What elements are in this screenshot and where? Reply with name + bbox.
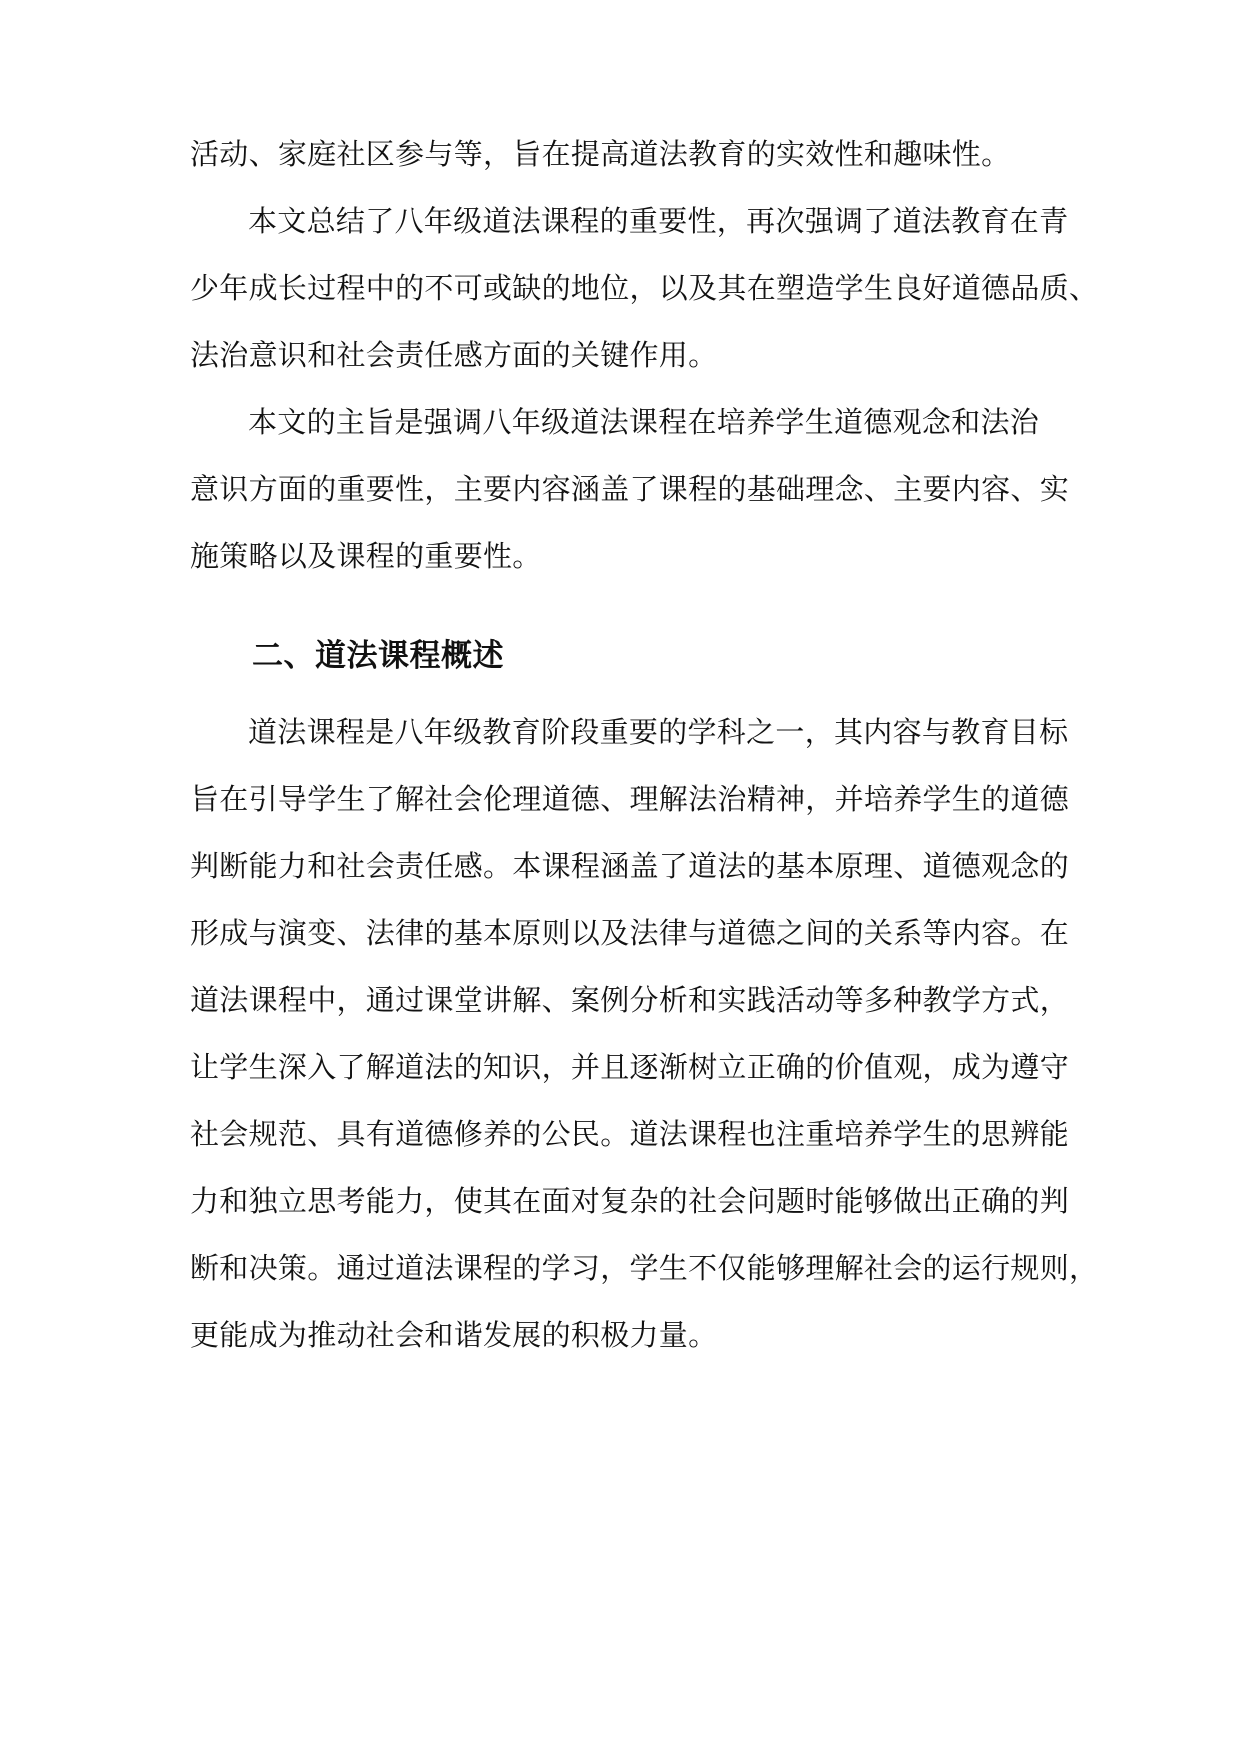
paragraph-4-line-9: 断和决策。通过道法课程的学习，学生不仅能够理解社会的运行规则， [190,1251,1099,1285]
section-heading: 二、道法课程概述 [252,638,504,674]
paragraph-4-line-1: 道法课程是八年级教育阶段重要的学科之一，其内容与教育目标 [248,715,1069,749]
paragraph-2-line-2: 少年成长过程中的不可或缺的地位，以及其在塑造学生良好道德品质、 [190,271,1099,305]
paragraph-1-line-1: 活动、家庭社区参与等，旨在提高道法教育的实效性和趣味性。 [190,137,1011,171]
paragraph-3-line-3: 施策略以及课程的重要性。 [190,539,542,573]
paragraph-4-line-8: 力和独立思考能力，使其在面对复杂的社会问题时能够做出正确的判 [190,1184,1070,1218]
paragraph-2-line-3: 法治意识和社会责任感方面的关键作用。 [190,338,718,372]
paragraph-4-line-4: 形成与演变、法律的基本原则以及法律与道德之间的关系等内容。在 [190,916,1070,950]
paragraph-3-line-2: 意识方面的重要性，主要内容涵盖了课程的基础理念、主要内容、实 [190,472,1070,506]
paragraph-4-line-10: 更能成为推动社会和谐发展的积极力量。 [190,1318,718,1352]
paragraph-4-line-3: 判断能力和社会责任感。本课程涵盖了道法的基本原理、道德观念的 [190,849,1070,883]
paragraph-2-line-1: 本文总结了八年级道法课程的重要性，再次强调了道法教育在青 [248,204,1069,238]
paragraph-4-line-6: 让学生深入了解道法的知识，并且逐渐树立正确的价值观，成为遵守 [190,1050,1070,1084]
paragraph-4-line-2: 旨在引导学生了解社会伦理道德、理解法治精神，并培养学生的道德 [190,782,1070,816]
paragraph-4-line-7: 社会规范、具有道德修养的公民。道法课程也注重培养学生的思辨能 [190,1117,1070,1151]
paragraph-3-line-1: 本文的主旨是强调八年级道法课程在培养学生道德观念和法治 [248,405,1040,439]
paragraph-4-line-5: 道法课程中，通过课堂讲解、案例分析和实践活动等多种教学方式， [190,983,1070,1017]
